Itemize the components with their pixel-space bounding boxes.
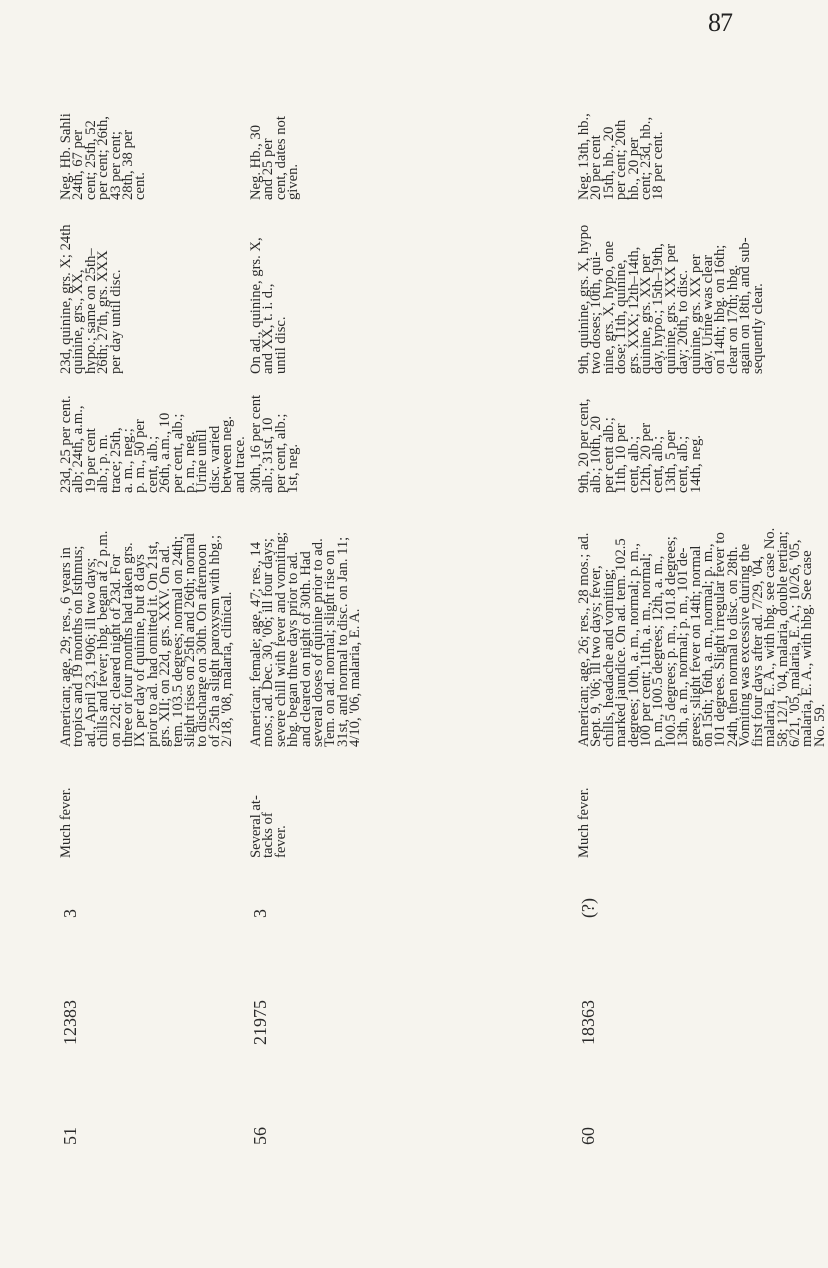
text-line: grs. XXX; 12th–14th, xyxy=(625,246,642,374)
text-line: chills and fever; hbg. began at 2 p.m. xyxy=(95,530,112,747)
text-line: on 15th; 16th, a. m., normal; p. m., xyxy=(700,543,717,747)
text-line: quinine, grs. XXX per xyxy=(662,243,679,374)
text-line: dose; 11th, quinine, xyxy=(613,259,630,374)
text-line: and cleared on night of 30th. Had xyxy=(297,551,314,747)
text-line: 14th, neg. xyxy=(687,435,704,493)
treatment-cell xyxy=(578,225,764,374)
text-line: 24th, then normal to disc. on 28th. xyxy=(724,546,741,747)
text-line: Neg. Hb., 30 xyxy=(248,125,264,200)
text-line: 6/21, '05, malaria, E. A.; 10/26, '05, xyxy=(786,539,803,747)
urine-cell xyxy=(250,395,300,493)
attack-count-cell: 3 xyxy=(60,909,80,918)
text-line: day. Urine was clear xyxy=(700,255,717,374)
text-line: to discharge on 30th. On afternoon xyxy=(194,543,211,747)
text-line: cent; 23d, hb., xyxy=(638,116,655,200)
text-line: marked jaundice. On ad. tem. 102.5 xyxy=(613,538,630,747)
text-line: cent, alb.; xyxy=(144,435,161,493)
text-line: Much fever. xyxy=(576,787,592,858)
text-line: chills, headache and vomiting; xyxy=(600,568,617,747)
text-line: degrees; 10th, a. m., normal; p. m., xyxy=(625,543,642,747)
text-line: per cent; 20th xyxy=(613,119,630,200)
text-line: per cent, alb.; xyxy=(169,413,186,493)
record-number-cell: 12383 xyxy=(60,1000,80,1045)
blood-cell xyxy=(250,116,300,200)
text-line: cent. xyxy=(132,172,149,200)
text-line: Sept. 9, '06; ill two days; fever, xyxy=(588,565,605,747)
text-line: 15th, hb., 20 xyxy=(600,126,617,200)
text-line: IX per day of quinine, but 8 days xyxy=(132,554,149,747)
text-line: 19 per cent xyxy=(82,428,99,493)
case-number-cell: 56 xyxy=(250,1127,270,1145)
record-number-cell: 18363 xyxy=(578,1000,598,1045)
text-line: cent, alb.; xyxy=(650,435,667,493)
text-line: mos.; ad. Dec. 30, '06; ill four days; xyxy=(260,538,277,747)
text-line: Neg. Hb. Sahli xyxy=(58,113,74,200)
treatment-cell xyxy=(250,237,287,374)
page-number: 87 xyxy=(708,8,732,37)
text-line: 13th, a. m., normal; p. m., 101 de- xyxy=(675,547,692,747)
text-line: American; age, 26; res., 28 mos.; ad. xyxy=(576,532,592,747)
text-line: American; age, 29; res., 6 years in xyxy=(58,547,74,747)
text-line: On ad., quinine, grs. X, xyxy=(248,237,264,374)
text-line: prior to ad. had omitted it. On 21st, xyxy=(144,541,161,747)
text-line: given. xyxy=(285,163,302,200)
text-line: again on 18th, and sub- xyxy=(737,237,754,374)
attack-count-cell: (?) xyxy=(578,898,598,918)
text-line: 28th, 38 per xyxy=(120,129,137,200)
text-line: 100.5 degrees; p. m., 101.8 degrees; xyxy=(662,536,679,747)
text-line: tacks of xyxy=(260,812,277,858)
text-line: trace; 25th, xyxy=(107,427,124,493)
text-line: disc. varied xyxy=(206,425,223,493)
text-line: day, hypo.; 15th–19th, xyxy=(650,243,667,374)
text-line: slight rises on 25th and 26th; normal xyxy=(182,532,199,747)
text-line: cent, alb.; xyxy=(675,435,692,493)
text-line: quinine, grs. XX per xyxy=(638,254,655,374)
text-line: 23d, 25 per cent. xyxy=(58,395,74,493)
text-line: and trace. xyxy=(231,436,248,493)
text-line: grees; slight fever on 14th; normal xyxy=(687,545,704,747)
record-number-cell: 21975 xyxy=(250,1000,270,1045)
text-line: 9th, quinine, grs. X, hypo xyxy=(576,224,592,374)
text-line: of 25th a slight paroxysm with hbg.; xyxy=(206,534,223,747)
text-line: 58; 12/1, '04, malaria, double tertian; xyxy=(774,531,791,747)
urine-cell xyxy=(578,399,702,493)
text-line: 101 degrees. Slight irregular fever to xyxy=(712,532,729,747)
case-number-cell: 51 xyxy=(60,1127,80,1145)
text-line: 18 per cent. xyxy=(650,131,667,200)
text-line: per day until disc. xyxy=(107,269,124,374)
course-cell xyxy=(250,795,287,858)
blood-cell xyxy=(578,113,665,200)
text-line: on 22d; cleared night of 23d. For xyxy=(107,554,124,747)
text-line: 100 per cent; 11th, a. m., normal; xyxy=(638,553,655,747)
text-line: quinine, grs. XX per xyxy=(687,254,704,374)
text-line: cent, alb.; xyxy=(625,435,642,493)
text-line: Neg. 13th, hb., xyxy=(576,113,592,200)
text-line: 31st, and normal to disc. on Jan. 11; xyxy=(334,536,351,747)
course-cell xyxy=(60,787,72,858)
text-line: 20 per cent xyxy=(588,135,605,200)
text-line: Vomiting was excessive during the xyxy=(737,543,754,747)
text-line: hb., 20 per xyxy=(625,137,642,200)
text-line: 26th; 27th, grs. XXX xyxy=(95,250,112,374)
text-line: 26th, a.m., 10 xyxy=(157,412,174,493)
text-line: Much fever. xyxy=(58,787,74,858)
text-line: a. m., neg.; xyxy=(120,428,137,493)
text-line: per cent alb.; xyxy=(600,417,617,493)
text-line: hbg. began three days prior to ad. xyxy=(285,551,302,747)
text-line: malaria, E. A., with hbg. see case No. xyxy=(762,527,779,747)
text-line: several doses of quinine prior to ad. xyxy=(310,538,327,747)
text-line: alb.; p. m. xyxy=(95,434,112,493)
text-line: Several at- xyxy=(248,795,264,858)
urine-cell xyxy=(60,395,246,493)
history-cell xyxy=(60,531,234,747)
text-line: tem. 103.5 degrees; normal on 24th; xyxy=(169,535,186,747)
text-line: Urine until xyxy=(194,429,211,493)
text-line: 13th, 5 per xyxy=(662,430,679,493)
treatment-cell xyxy=(60,224,122,374)
text-line: No. 59. xyxy=(811,703,828,747)
text-line: 30th, 16 per cent xyxy=(248,394,264,493)
text-line: sequently clear. xyxy=(749,283,766,374)
text-line: two doses; 10th, qui- xyxy=(588,251,605,374)
text-line: malaria, E. A., with hbg. See case xyxy=(799,550,816,747)
text-line: alb.; 31st, 10 xyxy=(260,417,277,493)
text-line: cent, dates not xyxy=(272,116,289,200)
text-line: 12th, 20 per xyxy=(638,422,655,493)
text-line: 9th, 20 per cent, xyxy=(576,398,592,493)
text-line: Tem. on ad. normal; slight rise on xyxy=(322,550,339,747)
blood-cell xyxy=(60,113,147,200)
text-line: per cent; 26th, xyxy=(95,116,112,200)
text-line: p. m., 100.5 degrees; 12th, a. m., xyxy=(650,555,667,747)
text-line: between neg. xyxy=(219,416,236,493)
text-line: cent; 25th, 52 xyxy=(82,120,99,200)
text-line: per cent, alb.; xyxy=(272,413,289,493)
text-line: on 14th; hbg. on 16th; xyxy=(712,244,729,374)
text-line: three or four months had taken grs. xyxy=(120,542,137,747)
history-cell xyxy=(250,532,362,747)
history-cell xyxy=(578,528,826,747)
text-line: clear on 17th; hbg. xyxy=(724,264,741,374)
case-number-cell: 60 xyxy=(578,1127,598,1145)
text-line: p. m., 50 per xyxy=(132,419,149,493)
text-line: first four days after ad. 7/29, '04, xyxy=(749,555,766,747)
text-line: and XX, t. i. d., xyxy=(260,283,277,374)
text-line: 4/10, '06, malaria, E. A. xyxy=(347,608,364,747)
text-line: hypo.; same on 25th– xyxy=(82,248,99,374)
text-line: 1st, neg. xyxy=(285,443,302,493)
text-line: alb; 24th, a.m., xyxy=(70,405,87,493)
course-cell xyxy=(578,787,590,858)
text-line: fever. xyxy=(272,825,289,858)
text-line: grs. XII; on 22d, grs. XXV. On ad. xyxy=(157,545,174,747)
text-line: and 25 per xyxy=(260,138,277,200)
attack-count-cell: 3 xyxy=(250,909,270,918)
text-line: alb.; 10th, 20 xyxy=(588,415,605,493)
text-line: p. m., neg. xyxy=(182,431,199,493)
text-line: 2/18, '08, malaria, clinical. xyxy=(219,591,236,747)
text-line: tropics and 19 months on Isthmus; xyxy=(70,545,87,747)
text-line: quinine, grs., XX, xyxy=(70,269,87,374)
text-line: nine, grs. X, hypo, one xyxy=(600,241,617,374)
text-line: severe chill with fever and vomiting; xyxy=(272,531,289,747)
text-line: 24th, 67 per xyxy=(70,129,87,200)
text-line: 43 per cent; xyxy=(107,131,124,200)
text-line: 23d, quinine, grs. X; 24th xyxy=(58,224,74,374)
text-line: until disc. xyxy=(272,316,289,374)
text-line: American; female; age, 47; res., 14 xyxy=(248,541,264,747)
text-line: day; 20th, to disc. xyxy=(675,269,692,374)
text-line: ad., April 23, 1906; ill two days; xyxy=(82,557,99,747)
text-line: 11th, 10 per xyxy=(613,423,630,493)
